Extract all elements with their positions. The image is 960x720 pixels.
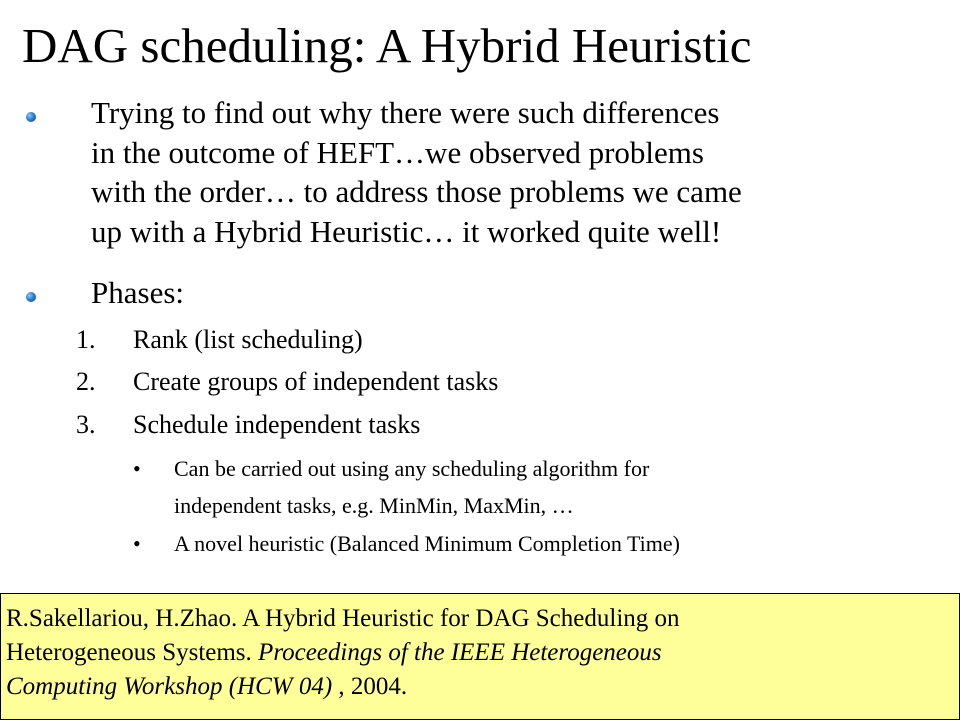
phase-2-label: Create groups of independent tasks [133, 367, 499, 396]
bullet-1-line: in the outcome of HEFT…we observed problems [91, 134, 704, 170]
citation-year: , 2004. [332, 673, 408, 700]
citation-line-1: R.Sakellariou, H.Zhao. A Hybrid Heuristic for DAG Scheduling on [6, 605, 680, 632]
citation-venue-start: Proceedings of the IEEE Heterogeneous [258, 639, 662, 666]
sub-bullet-1-marker: • [133, 456, 141, 481]
sub-bullet-2-marker: • [133, 531, 141, 556]
citation-box [0, 593, 960, 720]
bullet-1-line: with the order… to address those problems we came [91, 174, 742, 209]
bullet-dot-icon [26, 112, 36, 122]
sub-bullet-1-line: Can be carried out using any scheduling algorithm for [174, 456, 650, 481]
sub-bullet-1-line: independent tasks, e.g. MinMin, MaxMin, … [174, 493, 574, 518]
citation-line-2 [6, 636, 662, 670]
citation-venue-end: Computing Workshop (HCW 04) [6, 673, 333, 700]
bullet-dot-icon [26, 292, 36, 302]
phase-2-number: 2. [76, 367, 96, 396]
sub-bullet-1-text [174, 450, 649, 524]
bullet-1-line: up with a Hybrid Heuristic… it worked quite well! [91, 213, 722, 249]
citation-authors-tail: Heterogeneous Systems. [6, 639, 259, 666]
phase-1-number: 1. [76, 325, 96, 354]
bullet-1-text [91, 93, 742, 251]
phase-1-label: Rank (list scheduling) [133, 325, 363, 354]
bullet-2-phases-label: Phases: [91, 275, 184, 310]
phase-3-number: 3. [76, 410, 96, 439]
sub-bullet-2-line: A novel heuristic (Balanced Minimum Completion Time) [174, 531, 680, 556]
bullet-1-line: Trying to find out why there were such differences [91, 95, 720, 130]
citation-line-3 [6, 670, 407, 704]
sub-bullet-2-text [174, 525, 680, 562]
phase-3-label: Schedule independent tasks [133, 410, 421, 439]
slide-title: DAG scheduling: A Hybrid Heuristic [22, 18, 752, 73]
